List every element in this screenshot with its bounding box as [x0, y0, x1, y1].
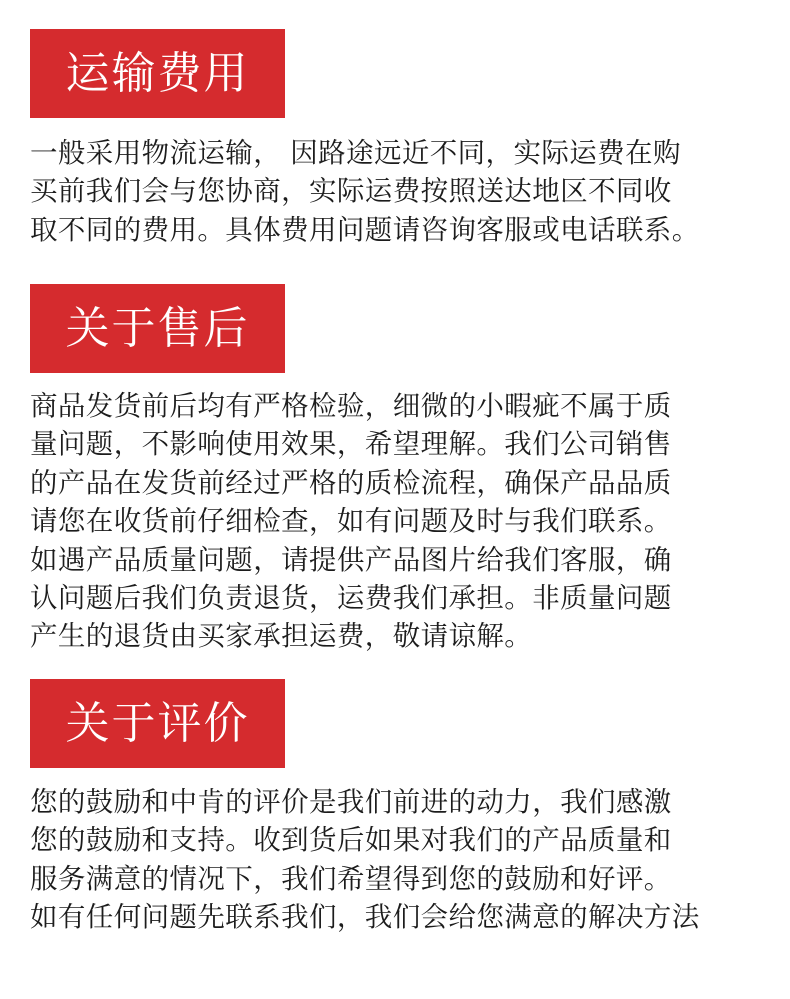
paragraph-line: 认问题后我们负责退货，运费我们承担。非质量问题 [30, 582, 672, 615]
shipping-paragraph [30, 134, 775, 249]
paragraph-line: 一般采用物流运输， 因路途远近不同，实际运费在购 [30, 137, 681, 169]
reviews-paragraph [30, 783, 775, 937]
paragraph-line: 如有任何问题先联系我们，我们会给您满意的解决方法 [30, 901, 700, 934]
after-sales-paragraph [30, 387, 775, 656]
paragraph-line: 量问题，不影响使用效果，希望理解。我们公司销售 [30, 428, 672, 461]
paragraph-line: 服务满意的情况下，我们希望得到您的鼓励和好评。 [30, 862, 672, 895]
paragraph-line: 您的鼓励和支持。收到货后如果对我们的产品质量和 [30, 824, 672, 857]
paragraph-line: 的产品在发货前经过严格的质检流程，确保产品品质 [30, 466, 672, 499]
paragraph-line: 产生的退货由买家承担运费，敬请谅解。 [30, 620, 533, 653]
section-heading-reviews: 关于评价 [30, 679, 285, 768]
paragraph-line: 商品发货前后均有严格检验，细微的小暇疵不属于质 [30, 390, 672, 422]
paragraph-line: 请您在收货前仔细检查，如有问题及时与我们联系。 [30, 505, 672, 538]
section-heading-shipping: 运输费用 [30, 29, 285, 118]
section-heading-after-sales: 关于售后 [30, 284, 285, 373]
paragraph-line: 如遇产品质量问题，请提供产品图片给我们客服，确 [30, 543, 672, 576]
paragraph-line: 买前我们会与您协商，实际运费按照送达地区不同收 [30, 175, 672, 208]
paragraph-line: 取不同的费用。具体费用问题请咨询客服或电话联系。 [30, 213, 700, 246]
paragraph-line: 您的鼓励和中肯的评价是我们前进的动力，我们感激 [30, 786, 672, 818]
